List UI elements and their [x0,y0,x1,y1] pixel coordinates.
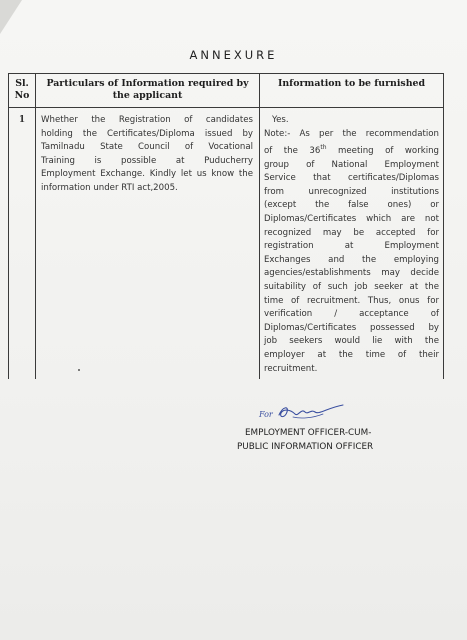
folded-corner [0,0,22,34]
particulars-line: Whether the Registration of candidates [41,115,253,125]
handwritten-signature [257,400,367,424]
particulars-line: holding the Certificates/Diploma issued by [41,128,253,139]
information-line: recognized may be accepted for [264,227,439,238]
header-particulars-line-1: Particulars of Information required by [46,78,249,89]
particulars-line: Employment Exchange. Kindly let us know the [41,169,253,180]
officer-title-line-2: PUBLIC INFORMATION OFFICER [237,442,374,452]
table-right-border [443,73,444,379]
table-column-divider-2 [259,73,260,379]
header-information-text: Information to be furnished [277,78,426,89]
particulars-line: information under RTI act,2005. [41,182,178,193]
information-line: group of National Employment [264,159,439,170]
officer-title-line-1: EMPLOYMENT OFFICER-CUM- [245,428,372,438]
row-information [264,114,439,376]
row-particulars [41,114,253,196]
information-line: employer at the time of their [264,349,439,360]
information-table [8,73,444,383]
information-line: Diplomas/Certificates which are not [264,214,439,225]
information-line: Yes. [272,115,289,125]
header-particulars-line-2: the applicant [112,90,183,101]
scan-speck [78,369,80,371]
information-line: Exchanges and the employing [264,254,439,265]
information-line: verification / acceptance of [264,309,439,320]
information-line: registration at Employment [264,241,439,252]
information-line: recruitment. [264,363,318,374]
document-heading: ANNEXURE [189,48,278,62]
information-line: of the 36th meeting of working [264,144,439,157]
row-sl-no: 1 [18,115,26,125]
information-line: Service that certificates/Diplomas [264,173,439,184]
table-column-divider-1 [35,73,36,379]
particulars-line: Tamilnadu State Council of Vocational [41,142,253,153]
header-information [260,78,443,90]
information-line: suitability of such job seeker at the [264,281,439,292]
header-sl-no-line-1: Sl. [15,78,29,89]
table-header-divider [8,107,444,108]
table-top-border [8,73,444,74]
information-line: agencies/establishments may decide [264,268,439,279]
information-line: Diplomas/Certificates possessed by [264,322,439,333]
header-sl-no [9,78,35,102]
header-particulars [36,78,259,102]
information-line: time of recruitment. Thus, onus for [264,295,439,306]
header-sl-no-line-2: No [14,90,30,101]
particulars-line: Training is possible at Puducherry [41,155,253,166]
information-line: job seekers would lie with the [264,336,439,347]
information-line: Note:- As per the recommendation [264,128,439,139]
information-line: from unrecognized institutions [264,186,439,197]
signature-prefix: For [259,410,273,419]
information-line: (except the false ones) or [264,200,439,211]
